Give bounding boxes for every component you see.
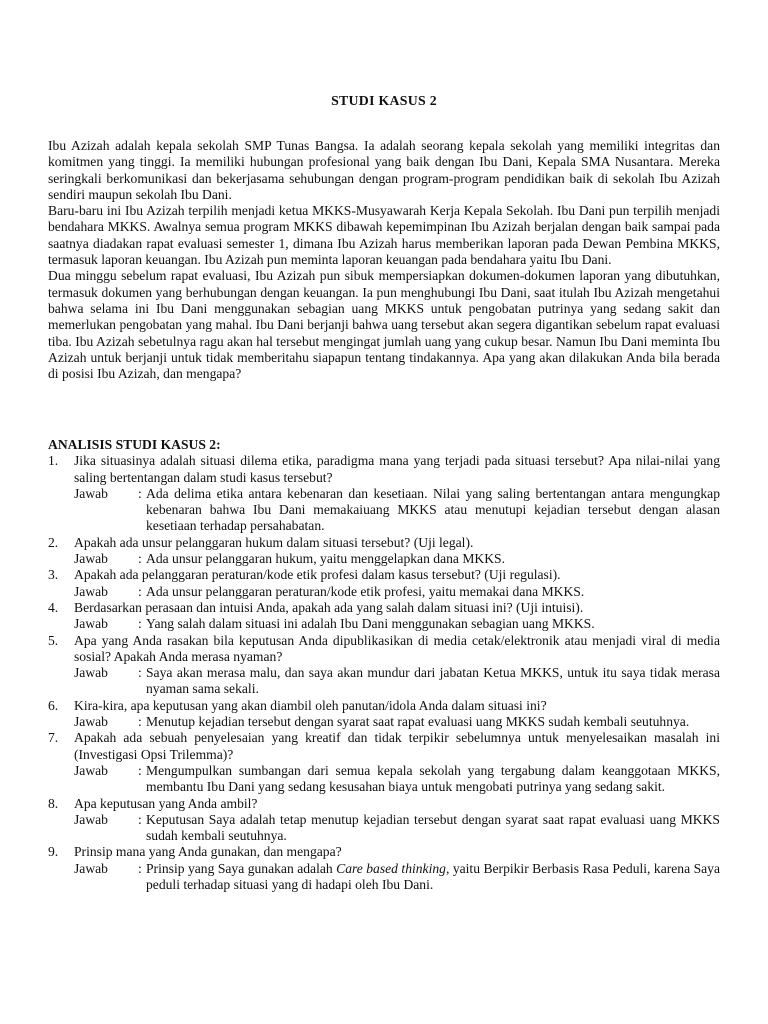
answer-separator: :: [138, 860, 142, 876]
item-question: Apa yang Anda rasakan bila keputusan Anda dipublikasikan di media cetak/elektronik atau menjadi viral di media sosial? Apakah Anda merasa nyaman?: [74, 632, 720, 664]
answer-text: Ada unsur pelanggaran peraturan/kode etik profesi, yaitu memakai dana MKKS.: [146, 583, 585, 599]
item-question: Apa keputusan yang Anda ambil?: [74, 795, 258, 811]
item-answer: [74, 714, 720, 730]
answer-text-italic: Care based thinking: [336, 860, 446, 876]
answer-label: Jawab: [74, 616, 108, 632]
analysis-item: [48, 567, 720, 600]
answer-text: Menutup kejadian tersebut dengan syarat saat rapat evaluasi uang MKKS sudah kembali seutuhnya.: [146, 714, 690, 730]
analysis-section: [48, 437, 720, 893]
analysis-item: [48, 698, 720, 731]
analysis-item: [48, 796, 720, 845]
answer-separator: :: [138, 811, 142, 827]
answer-text: Keputusan Saya adalah tetap menutup kejadian tersebut dengan syarat saat rapat evaluasi uang MKKS sudah kembali seutuhnya.: [146, 811, 720, 844]
document-title: STUDI KASUS 2: [331, 93, 437, 108]
item-answer: [74, 486, 720, 535]
analysis-item: [48, 633, 720, 698]
item-answer: [74, 665, 720, 698]
item-question: Apakah ada pelanggaran peraturan/kode etik profesi dalam kasus tersebut? (Uji regulasi).: [74, 567, 561, 583]
item-number: 5.: [48, 632, 59, 648]
case-story: [48, 138, 720, 382]
answer-separator: :: [138, 551, 142, 567]
answer-text: Ada unsur pelanggaran hukum, yaitu menggelapkan dana MKKS.: [146, 551, 506, 567]
item-question: Apakah ada unsur pelanggaran hukum dalam situasi tersebut? (Uji legal).: [74, 534, 474, 550]
item-question: Jika situasinya adalah situasi dilema etika, paradigma mana yang terjadi pada situasi tersebut? Apa nilai-nilai yang saling bertentangan dalam studi kasus tersebut?: [74, 453, 720, 485]
answer-separator: :: [138, 762, 142, 778]
item-answer: [74, 861, 720, 894]
item-number: 8.: [48, 795, 59, 811]
answer-label: Jawab: [74, 860, 108, 876]
answer-separator: :: [138, 616, 142, 632]
answer-text: [146, 861, 720, 894]
story-paragraph: Ibu Azizah adalah kepala sekolah SMP Tunas Bangsa. Ia adalah seorang kepala sekolah yang memiliki integritas dan komitmen yang tinggi. Ia memiliki hubungan profesional yang baik dengan Ibu Dani, Kepala SMA Nusantara. Mereka seringkali berkomunikasi dan bekerjasama sehubungan dengan program-program pendidikan baik di sekolah Ibu Azizah sendiri maupun sekolah Ibu Dani.: [48, 138, 720, 202]
item-number: 4.: [48, 599, 59, 615]
story-paragraph: Baru-baru ini Ibu Azizah terpilih menjadi ketua MKKS-Musyawarah Kerja Kepala Sekolah. Ibu Dani pun terpilih menjadi bendahara MKKS. Awalnya semua program MKKS dibawah kepemimpinan Ibu Azizah berjalan dengan baik sampai pada saatnya diadakan rapat evaluasi semester 1, dimana Ibu Azizah harus memberikan laporan pada Dewan Pembina MKKS, termasuk laporan keuangan. Ibu Azizah pun meminta laporan keuangan pada bendahara yaitu Ibu Dani.: [48, 203, 720, 268]
answer-separator: :: [138, 665, 142, 681]
item-number: 3.: [48, 567, 59, 583]
item-number: 7.: [48, 730, 59, 746]
item-answer: [74, 812, 720, 845]
analysis-item: [48, 535, 720, 568]
answer-separator: :: [138, 714, 142, 730]
item-number: 2.: [48, 534, 59, 550]
answer-label: Jawab: [74, 551, 108, 567]
item-answer: [74, 616, 720, 632]
item-question: Apakah ada sebuah penyelesaian yang kreatif dan tidak terpikir sebelumnya untuk menyelesaikan masalah ini (Investigasi Opsi Trilemma)?: [74, 730, 720, 762]
answer-text: Mengumpulkan sumbangan dari semua kepala sekolah yang tergabung dalam keanggotaan MKKS, membantu Ibu Dani yang sedang kesusahan biaya untuk mengobati putrinya yang sedang sakit.: [146, 762, 720, 795]
story-paragraph: Dua minggu sebelum rapat evaluasi, Ibu Azizah pun sibuk mempersiapkan dokumen-dokumen laporan yang dibutuhkan, termasuk dokumen yang berhubungan dengan keuangan. Ia pun menghubungi Ibu Dani, saat itulah Ibu Azizah mengetahui bahwa selama ini Ibu Dani menggunakan sebagian uang MKKS untuk pengobatan putrinya yang sedang sakit dan memerlukan pengobatan yang mahal. Ibu Dani berjanji bahwa uang tersebut akan segera digantikan sebelum rapat evaluasi tiba. Ibu Azizah sebetulnya ragu akan hal tersebut mengingat jumlah uang yang cukup besar. Namun Ibu Dani meminta Ibu Azizah untuk berjanji untuk tidak memberitahu siapapun tentang tindakannya. Apa yang akan dilakukan Anda bila berada di posisi Ibu Azizah, dan mengapa?: [48, 268, 720, 382]
answer-label: Jawab: [74, 583, 108, 599]
answer-label: Jawab: [74, 485, 108, 501]
item-question: Prinsip mana yang Anda gunakan, dan mengapa?: [74, 844, 342, 860]
analysis-item: [48, 844, 720, 893]
answer-separator: :: [138, 583, 142, 599]
analysis-item: [48, 600, 720, 633]
item-number: 6.: [48, 697, 59, 713]
analysis-heading: ANALISIS STUDI KASUS 2:: [48, 437, 221, 452]
answer-label: Jawab: [74, 665, 108, 681]
answer-separator: :: [138, 485, 142, 501]
answer-text-part: , yaitu Berpikir Berbasis Rasa Peduli, karena Saya peduli terhadap situasi yang di hadapi oleh Ibu Dani.: [146, 860, 720, 893]
answer-text: Yang salah dalam situasi ini adalah Ibu Dani menggunakan sebagian uang MKKS.: [146, 616, 595, 632]
analysis-item: [48, 730, 720, 795]
item-answer: [74, 584, 720, 600]
item-question: Kira-kira, apa keputusan yang akan diambil oleh panutan/idola Anda dalam situasi ini?: [74, 697, 547, 713]
analysis-item: [48, 453, 720, 534]
answer-text: Saya akan merasa malu, dan saya akan mundur dari jabatan Ketua MKKS, untuk itu saya tidak merasa nyaman sama sekali.: [146, 665, 720, 697]
answer-label: Jawab: [74, 811, 108, 827]
answer-text-part: Prinsip yang Saya gunakan adalah: [146, 860, 337, 876]
item-answer: [74, 763, 720, 796]
item-number: 9.: [48, 844, 59, 860]
answer-label: Jawab: [74, 762, 108, 778]
item-question: Berdasarkan perasaan dan intuisi Anda, apakah ada yang salah dalam situasi ini? (Uji intuisi).: [74, 599, 584, 615]
item-number: 1.: [48, 453, 59, 469]
answer-text: Ada delima etika antara kebenaran dan kesetiaan. Nilai yang saling bertentangan antara mengungkap kebenaran bahwa Ibu Dani memakaiuang MKKS atau menutupi kejadian tersebut dengan alasan kesetiaan terhadap persahabatan.: [146, 485, 720, 534]
item-answer: [74, 551, 720, 567]
answer-label: Jawab: [74, 714, 108, 730]
